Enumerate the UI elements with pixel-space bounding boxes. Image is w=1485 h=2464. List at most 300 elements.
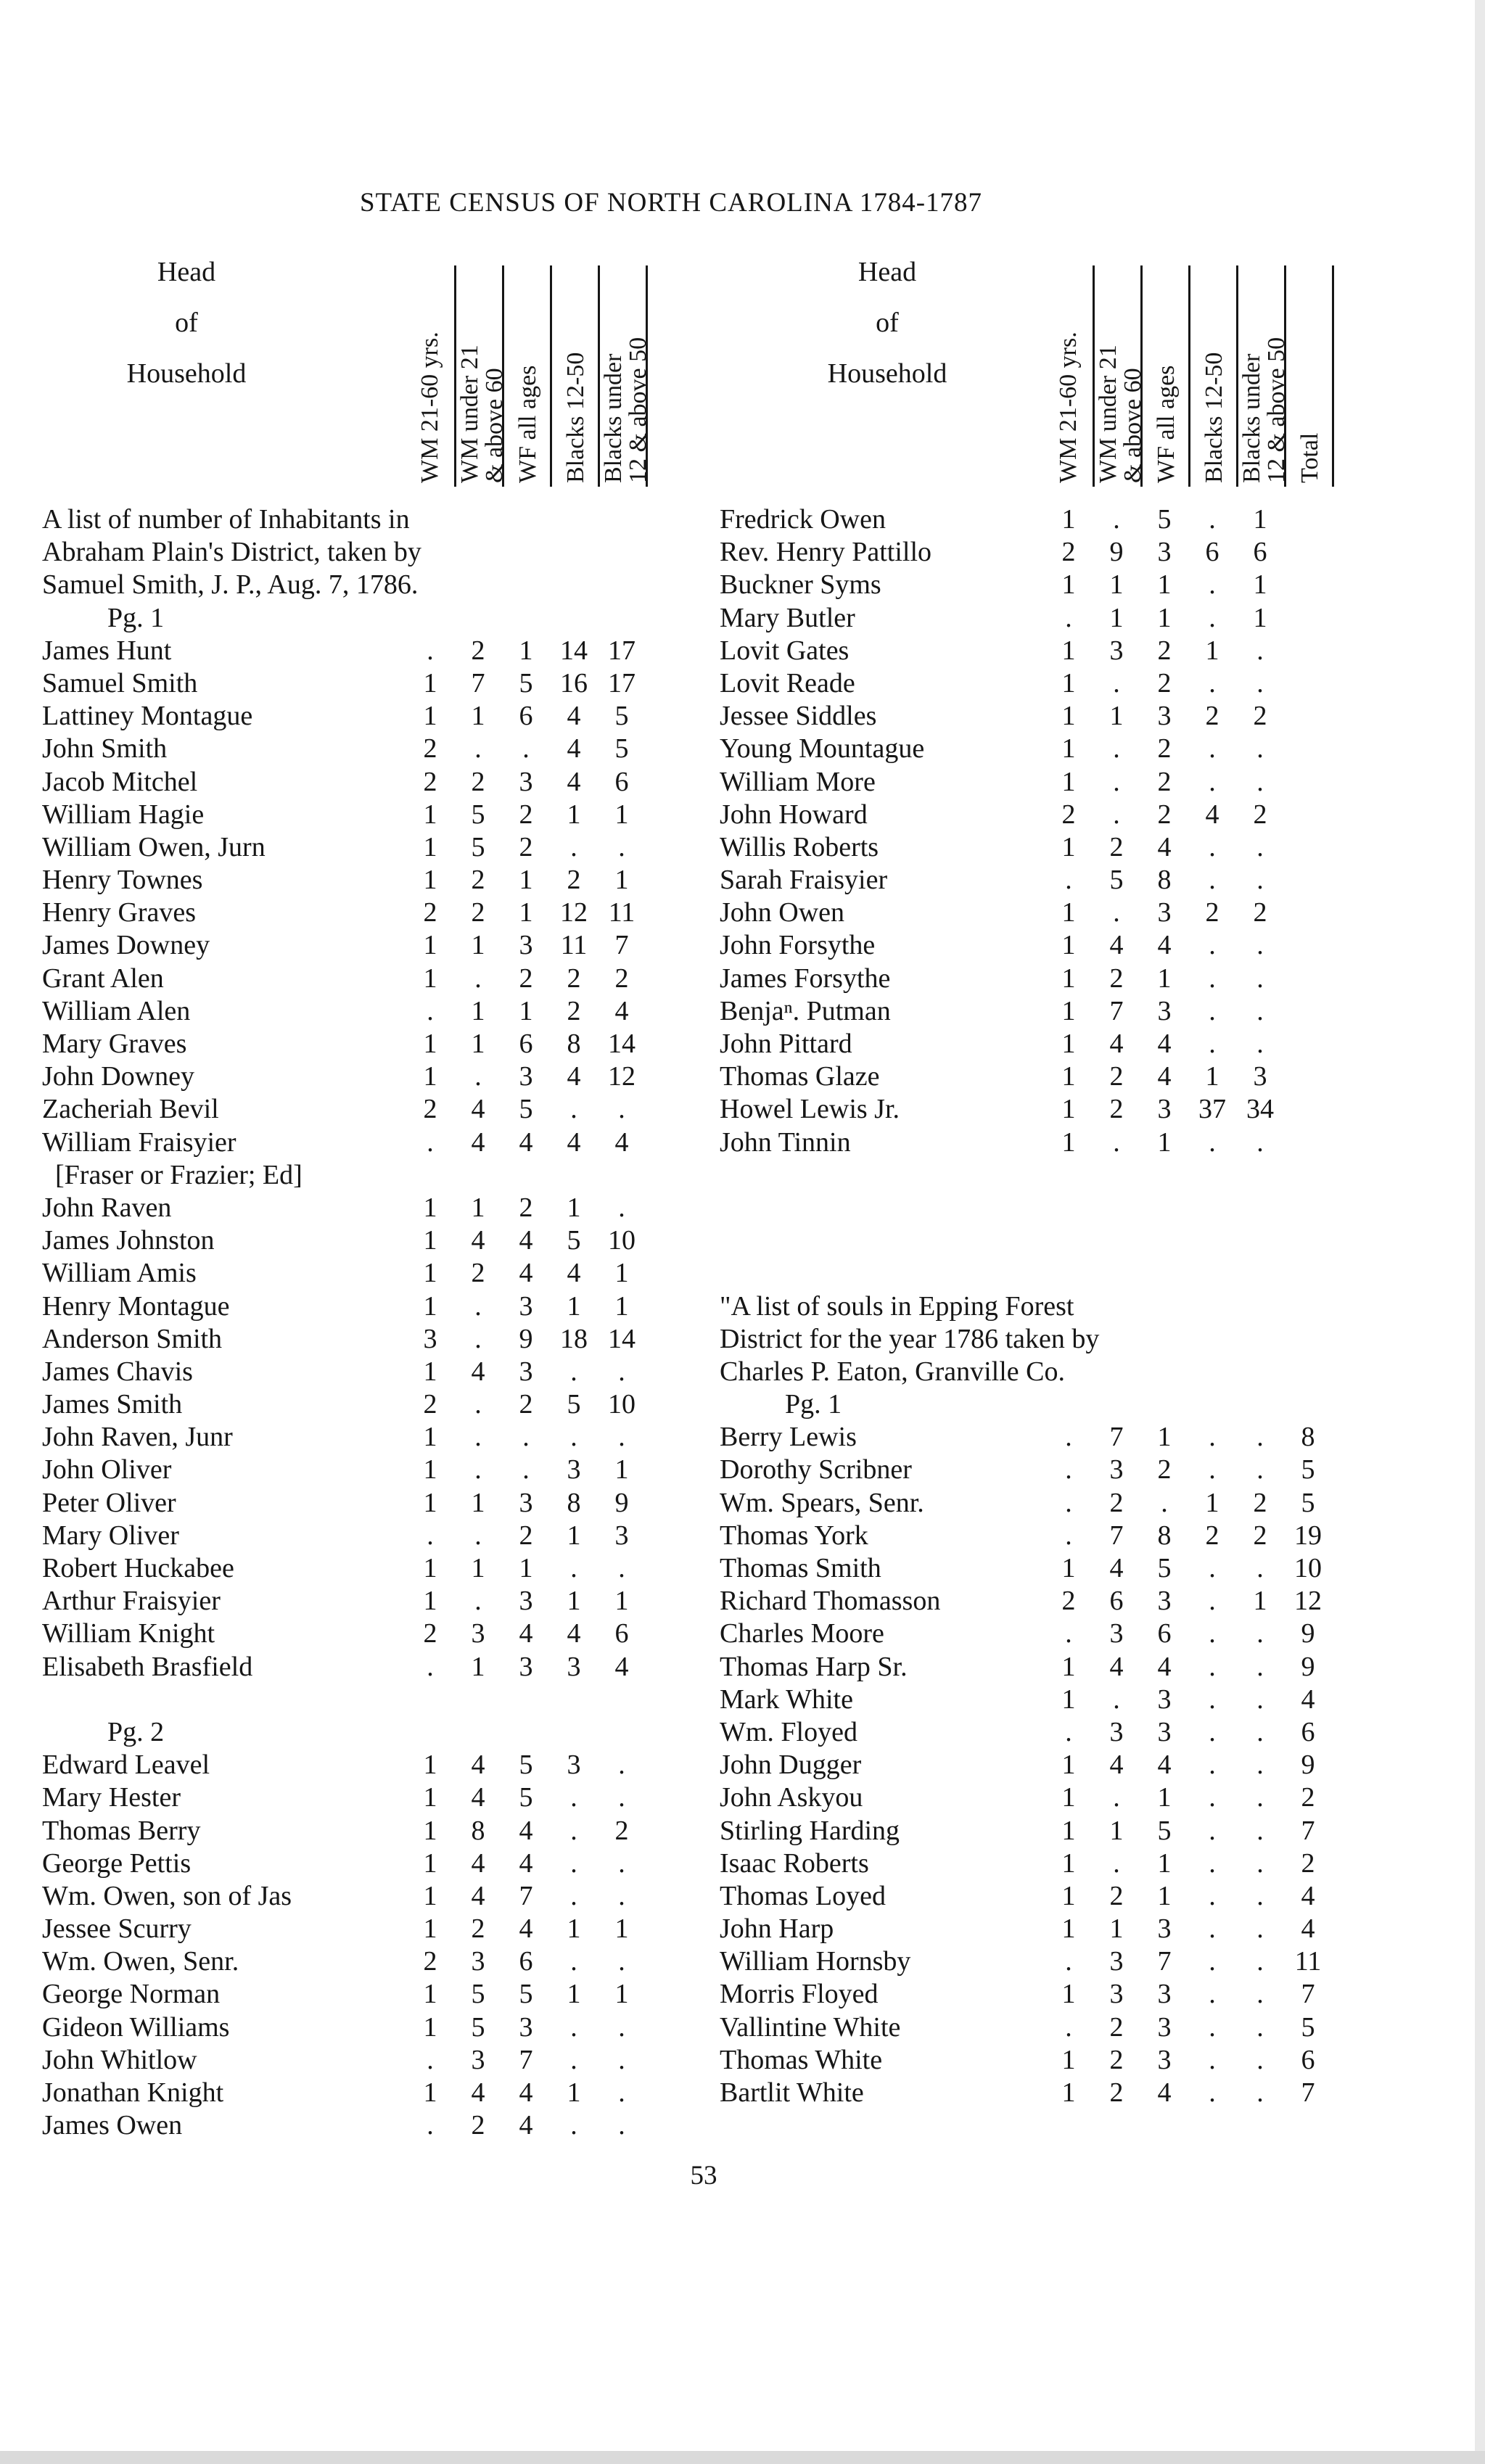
- table-cell: 1: [1061, 1847, 1076, 1879]
- table-cell: 4: [471, 1880, 485, 1911]
- page-edge-shadow: [1475, 0, 1485, 2464]
- spacer: [720, 1224, 1358, 1257]
- table-cell: 3: [519, 1651, 533, 1682]
- table-cell: 6: [614, 766, 629, 797]
- table-cell: .: [618, 1553, 625, 1583]
- table-cell: .: [1256, 1126, 1264, 1158]
- table-row: [42, 1487, 680, 1520]
- table-cell: 34: [1246, 1094, 1274, 1125]
- table-cell: .: [1065, 1716, 1072, 1747]
- household-name: Berry Lewis: [720, 1422, 857, 1453]
- table-cell: 1: [519, 635, 533, 666]
- table-row: [42, 1781, 680, 1814]
- table-cell: 1: [423, 1979, 437, 2010]
- table-cell: 8: [471, 1815, 485, 1846]
- table-cell: 1: [1061, 1979, 1076, 2010]
- table-cell: .: [474, 1520, 482, 1551]
- district-intro-line: District for the year 1786 taken by: [720, 1323, 1100, 1354]
- table-cell: 2: [471, 865, 485, 896]
- table-cell: 4: [1157, 1750, 1172, 1781]
- household-name: Thomas Glaze: [720, 1061, 880, 1092]
- table-cell: 1: [1061, 1651, 1076, 1682]
- household-name: Jessee Scurry: [42, 1913, 192, 1945]
- table-cell: .: [1209, 1750, 1216, 1781]
- table-cell: 7: [519, 2044, 533, 2075]
- head-label-line: of: [175, 308, 198, 338]
- table-cell: 1: [567, 1586, 581, 1617]
- table-cell: 1: [423, 831, 437, 862]
- table-cell: 1: [1061, 1094, 1076, 1125]
- household-name: George Pettis: [42, 1847, 192, 1879]
- table-row: [720, 1421, 1358, 1454]
- editor-note: [Fraser or Frazier; Ed]: [55, 1159, 303, 1190]
- table-cell: 7: [614, 930, 629, 961]
- table-row: [42, 799, 680, 831]
- household-list: [42, 1749, 680, 2142]
- column-header-line: Blacks under: [600, 353, 627, 483]
- table-cell: 3: [519, 1487, 533, 1518]
- table-cell: 1: [423, 2077, 437, 2108]
- table-cell: .: [1256, 1422, 1264, 1453]
- district-intro-line: A list of number of Inhabitants in: [42, 504, 410, 535]
- table-cell: .: [1209, 2044, 1216, 2075]
- table-row: [720, 1945, 1358, 1978]
- household-name: John Downey: [42, 1061, 195, 1092]
- table-cell: 1: [1061, 733, 1076, 765]
- table-cell: .: [570, 1847, 577, 1879]
- household-name: William Alen: [42, 995, 191, 1026]
- table-row: [720, 1126, 1358, 1159]
- household-name: James Johnston: [42, 1225, 215, 1256]
- table-row: [42, 1651, 680, 1684]
- table-cell: 1: [1061, 701, 1076, 732]
- column-header-text: [516, 366, 540, 483]
- table-cell: 6: [519, 1029, 533, 1059]
- table-row: [720, 2077, 1358, 2109]
- table-cell: 2: [1205, 701, 1219, 732]
- table-cell: .: [1209, 930, 1216, 961]
- left-census-column: [42, 503, 680, 2142]
- table-cell: .: [1209, 1979, 1216, 2010]
- table-cell: .: [1113, 766, 1120, 797]
- head-label-line: Head: [157, 257, 216, 287]
- table-cell: 1: [471, 1192, 485, 1223]
- table-cell: 2: [1061, 537, 1076, 568]
- table-cell: 4: [1109, 930, 1124, 961]
- table-cell: 1: [1157, 1880, 1172, 1911]
- table-cell: 2: [519, 1192, 533, 1223]
- household-name: Isaac Roberts: [720, 1847, 869, 1879]
- column-divider: [1332, 265, 1334, 487]
- table-cell: 2: [423, 1389, 437, 1420]
- table-cell: .: [1256, 2077, 1264, 2108]
- head-label-line: Household: [126, 358, 247, 389]
- table-cell: 2: [1205, 897, 1219, 928]
- household-name: Gideon Williams: [42, 2011, 230, 2043]
- table-cell: 37: [1198, 1094, 1226, 1125]
- household-name: William Knight: [42, 1618, 215, 1649]
- household-name: Thomas Loyed: [720, 1880, 887, 1911]
- table-cell: 2: [1205, 1520, 1219, 1551]
- table-cell: 2: [1109, 1094, 1124, 1125]
- table-row: [720, 963, 1358, 995]
- table-cell: .: [1256, 1684, 1264, 1715]
- table-cell: .: [474, 1389, 482, 1420]
- district-intro-line: Samuel Smith, J. P., Aug. 7, 1786.: [42, 569, 419, 601]
- table-row: [42, 1388, 680, 1421]
- table-row: [720, 1716, 1358, 1749]
- table-cell: .: [1113, 799, 1120, 830]
- table-cell: 2: [1157, 799, 1172, 830]
- right-head-of-household: [789, 247, 985, 399]
- table-cell: 2: [423, 897, 437, 928]
- table-cell: .: [1065, 602, 1072, 633]
- table-cell: .: [1256, 1880, 1264, 1911]
- table-row: [720, 1651, 1358, 1684]
- table-cell: .: [1256, 1946, 1264, 1977]
- table-cell: 8: [567, 1029, 581, 1059]
- table-cell: 17: [608, 635, 635, 666]
- table-cell: 5: [471, 1979, 485, 2010]
- table-cell: 3: [519, 930, 533, 961]
- table-cell: 5: [614, 701, 629, 732]
- table-cell: 1: [614, 1454, 629, 1486]
- table-cell: 11: [560, 930, 588, 961]
- table-cell: 5: [1301, 1487, 1315, 1518]
- table-cell: 4: [519, 1815, 533, 1846]
- table-row: [42, 1945, 680, 1978]
- table-cell: 2: [471, 1258, 485, 1289]
- table-cell: 4: [1157, 1651, 1172, 1682]
- table-cell: 4: [1157, 831, 1172, 862]
- column-header-text: [601, 337, 651, 483]
- table-cell: 3: [1109, 1618, 1124, 1649]
- table-cell: 1: [1061, 831, 1076, 862]
- table-cell: 1: [423, 1422, 437, 1453]
- table-cell: 2: [471, 897, 485, 928]
- column-header-line: & above 60: [1119, 368, 1146, 483]
- household-name: Henry Montague: [42, 1290, 230, 1322]
- household-name: Thomas Smith: [720, 1553, 881, 1583]
- table-cell: 4: [1301, 1880, 1315, 1911]
- left-head-of-household: [89, 247, 284, 399]
- household-name: Vallintine White: [720, 2011, 901, 2043]
- table-cell: 1: [471, 1553, 485, 1583]
- column-header: [598, 265, 651, 487]
- table-cell: 5: [1301, 2011, 1315, 2043]
- table-cell: 2: [1109, 2011, 1124, 2043]
- table-cell: .: [1065, 1520, 1072, 1551]
- household-name: Peter Oliver: [42, 1487, 176, 1518]
- table-cell: .: [1209, 1618, 1216, 1649]
- table-cell: .: [1209, 1880, 1216, 1911]
- table-cell: .: [618, 1946, 625, 1977]
- table-cell: .: [570, 1815, 577, 1846]
- table-cell: 4: [1157, 2077, 1172, 2108]
- table-cell: 4: [1157, 930, 1172, 961]
- table-cell: 2: [1109, 1061, 1124, 1092]
- table-cell: 4: [1205, 799, 1219, 830]
- household-name: Edward Leavel: [42, 1750, 210, 1781]
- table-cell: .: [1256, 2044, 1264, 2075]
- column-header-text: [564, 353, 588, 483]
- household-name: James Owen: [42, 2110, 183, 2141]
- table-cell: .: [1113, 1847, 1120, 1879]
- table-cell: 1: [1157, 569, 1172, 601]
- household-name: Thomas York: [720, 1520, 868, 1551]
- household-name: Elisabeth Brasfield: [42, 1651, 253, 1682]
- spacer: [720, 1192, 1358, 1224]
- table-cell: .: [474, 1454, 482, 1486]
- table-cell: 7: [471, 667, 485, 699]
- table-cell: 4: [1109, 1553, 1124, 1583]
- household-name: Rev. Henry Pattillo: [720, 537, 931, 568]
- table-cell: 6: [1253, 537, 1267, 568]
- column-header-line: WM 21-60 yrs.: [1055, 331, 1082, 483]
- table-row: [720, 1454, 1358, 1486]
- column-header-line: WF all ages: [1153, 365, 1180, 483]
- district-intro-line: "A list of souls in Epping Forest: [720, 1290, 1074, 1322]
- table-cell: 10: [1294, 1553, 1322, 1583]
- table-cell: .: [570, 1356, 577, 1387]
- table-cell: .: [474, 1422, 482, 1453]
- table-cell: 3: [567, 1651, 581, 1682]
- table-cell: .: [570, 1946, 577, 1977]
- household-name: Thomas Harp Sr.: [720, 1651, 908, 1682]
- table-cell: .: [1256, 1454, 1264, 1486]
- household-list: [720, 503, 1358, 1159]
- table-cell: 1: [423, 1553, 437, 1583]
- household-name: Lovit Gates: [720, 635, 850, 666]
- table-cell: 5: [471, 799, 485, 830]
- table-cell: 2: [423, 766, 437, 797]
- district-intro-line: Abraham Plain's District, taken by: [42, 537, 421, 568]
- household-name: Benjaⁿ. Putman: [720, 995, 891, 1026]
- table-cell: 3: [1157, 701, 1172, 732]
- table-cell: 1: [423, 1454, 437, 1486]
- table-row: [720, 1781, 1358, 1814]
- table-cell: .: [1209, 667, 1216, 699]
- household-name: Jonathan Knight: [42, 2077, 224, 2108]
- table-cell: 1: [423, 963, 437, 994]
- household-name: John Harp: [720, 1913, 834, 1945]
- table-cell: .: [1256, 995, 1264, 1026]
- table-cell: .: [427, 1520, 434, 1551]
- table-cell: .: [1065, 1618, 1072, 1649]
- table-cell: 1: [1253, 569, 1267, 601]
- table-cell: .: [1065, 865, 1072, 896]
- column-header-line: Blacks 12-50: [1201, 352, 1227, 483]
- head-label-line: Household: [827, 358, 947, 389]
- table-cell: 1: [519, 1553, 533, 1583]
- table-cell: 1: [471, 1487, 485, 1518]
- table-cell: 3: [614, 1520, 629, 1551]
- table-cell: 4: [614, 995, 629, 1026]
- table-cell: 14: [608, 1323, 635, 1354]
- table-row: [720, 503, 1358, 536]
- table-cell: .: [1209, 963, 1216, 994]
- table-cell: 4: [519, 1618, 533, 1649]
- household-name: John Dugger: [720, 1750, 862, 1781]
- table-row: [42, 1618, 680, 1650]
- table-cell: .: [1256, 1618, 1264, 1649]
- table-cell: 3: [567, 1750, 581, 1781]
- table-cell: 4: [1109, 1750, 1124, 1781]
- district-intro-line: Charles P. Eaton, Granville Co.: [720, 1356, 1065, 1387]
- table-cell: 1: [567, 1979, 581, 2010]
- table-cell: 1: [423, 1847, 437, 1879]
- table-cell: 1: [1253, 602, 1267, 633]
- table-row: [42, 1749, 680, 1781]
- table-cell: .: [570, 1422, 577, 1453]
- table-cell: 2: [471, 1913, 485, 1945]
- column-header-text: [1202, 353, 1227, 483]
- table-cell: .: [618, 831, 625, 862]
- table-cell: .: [1256, 766, 1264, 797]
- column-header: [1093, 265, 1146, 487]
- table-cell: 4: [519, 1913, 533, 1945]
- table-row: [42, 1585, 680, 1618]
- column-header-line: Blacks 12-50: [562, 352, 589, 483]
- column-header: [502, 265, 552, 487]
- household-name: Samuel Smith: [42, 667, 198, 699]
- table-cell: .: [1113, 504, 1120, 535]
- table-row: [42, 1552, 680, 1585]
- table-row: [42, 700, 680, 733]
- table-cell: .: [1209, 1126, 1216, 1158]
- table-cell: .: [1256, 1979, 1264, 2010]
- table-cell: .: [618, 1094, 625, 1125]
- table-cell: .: [474, 1061, 482, 1092]
- table-cell: 1: [423, 1815, 437, 1846]
- table-cell: .: [1113, 667, 1120, 699]
- table-cell: 1: [1157, 1126, 1172, 1158]
- table-cell: 6: [1301, 1716, 1315, 1747]
- household-name: Morris Floyed: [720, 1979, 879, 2010]
- table-cell: .: [1209, 2077, 1216, 2108]
- table-cell: .: [427, 635, 434, 666]
- table-cell: 5: [519, 1979, 533, 2010]
- table-cell: 1: [567, 799, 581, 830]
- table-row: [42, 1093, 680, 1126]
- table-cell: .: [618, 2044, 625, 2075]
- page-reference: Pg. 1: [785, 1389, 842, 1420]
- head-label-line: of: [876, 308, 899, 338]
- table-cell: 1: [1061, 995, 1076, 1026]
- table-row: [720, 602, 1358, 635]
- table-row: [42, 831, 680, 864]
- household-name: Sarah Fraisyier: [720, 865, 888, 896]
- table-cell: 1: [423, 799, 437, 830]
- table-cell: 2: [567, 995, 581, 1026]
- household-name: John Owen: [720, 897, 845, 928]
- table-row: [720, 1552, 1358, 1585]
- table-cell: .: [1065, 1422, 1072, 1453]
- household-name: John Howard: [720, 799, 868, 830]
- household-name: Anderson Smith: [42, 1323, 223, 1354]
- table-cell: 2: [1109, 2044, 1124, 2075]
- table-cell: 4: [567, 766, 581, 797]
- table-cell: 17: [608, 667, 635, 699]
- right-census-column: [720, 503, 1358, 2109]
- table-cell: .: [618, 1880, 625, 1911]
- table-cell: .: [1256, 1847, 1264, 1879]
- household-name: Mary Hester: [42, 1782, 181, 1813]
- page-reference: Pg. 2: [107, 1716, 165, 1747]
- household-name: Buckner Syms: [720, 569, 881, 601]
- table-cell: .: [1209, 766, 1216, 797]
- table-cell: 4: [519, 2077, 533, 2108]
- table-cell: 2: [567, 963, 581, 994]
- table-cell: .: [1209, 831, 1216, 862]
- table-row: [42, 2109, 680, 2142]
- household-list: [42, 635, 680, 1159]
- table-cell: 1: [423, 1290, 437, 1322]
- table-row: [720, 864, 1358, 897]
- table-cell: 6: [1109, 1586, 1124, 1617]
- table-cell: 1: [471, 995, 485, 1026]
- table-cell: 1: [1061, 635, 1076, 666]
- table-row: [42, 733, 680, 765]
- table-cell: 2: [1157, 635, 1172, 666]
- table-cell: 1: [471, 1651, 485, 1682]
- table-cell: 8: [1157, 1520, 1172, 1551]
- table-row: [42, 1060, 680, 1093]
- table-cell: 4: [1109, 1029, 1124, 1059]
- column-header: [406, 265, 454, 487]
- table-cell: 3: [1157, 2011, 1172, 2043]
- table-cell: 4: [1157, 1061, 1172, 1092]
- household-name: Mary Graves: [42, 1029, 187, 1059]
- table-cell: .: [570, 1553, 577, 1583]
- table-cell: 1: [567, 2077, 581, 2108]
- table-cell: 1: [1061, 1684, 1076, 1715]
- table-row: [42, 1192, 680, 1224]
- household-name: George Norman: [42, 1979, 221, 2010]
- household-name: Henry Graves: [42, 897, 197, 928]
- table-cell: 18: [560, 1323, 588, 1354]
- household-name: Wm. Owen, Senr.: [42, 1946, 239, 1977]
- table-cell: 1: [1109, 1913, 1124, 1945]
- table-cell: 5: [471, 831, 485, 862]
- table-cell: .: [1209, 1847, 1216, 1879]
- column-header-text: [458, 345, 507, 483]
- household-name: Willis Roberts: [720, 831, 879, 862]
- table-cell: 4: [614, 1126, 629, 1158]
- household-list: [720, 1421, 1358, 2109]
- household-name: John Tinnin: [720, 1126, 851, 1158]
- table-cell: .: [618, 1356, 625, 1387]
- table-row: [720, 1847, 1358, 1880]
- table-row: [720, 897, 1358, 929]
- table-row: [42, 1847, 680, 1880]
- table-cell: 4: [519, 1258, 533, 1289]
- table-cell: .: [1256, 1716, 1264, 1747]
- table-cell: .: [1256, 930, 1264, 961]
- table-cell: 3: [471, 1946, 485, 1977]
- page-title: STATE CENSUS OF NORTH CAROLINA 1784-1787: [359, 188, 983, 218]
- table-cell: 1: [1061, 504, 1076, 535]
- table-cell: 6: [1205, 537, 1219, 568]
- table-cell: .: [1209, 1586, 1216, 1617]
- table-cell: 5: [1157, 1815, 1172, 1846]
- table-row: [720, 799, 1358, 831]
- column-header-line: Total: [1296, 432, 1323, 483]
- table-cell: .: [1209, 1946, 1216, 1977]
- table-cell: 4: [567, 701, 581, 732]
- column-header-text: [1240, 337, 1289, 483]
- household-name: John Pittard: [720, 1029, 852, 1059]
